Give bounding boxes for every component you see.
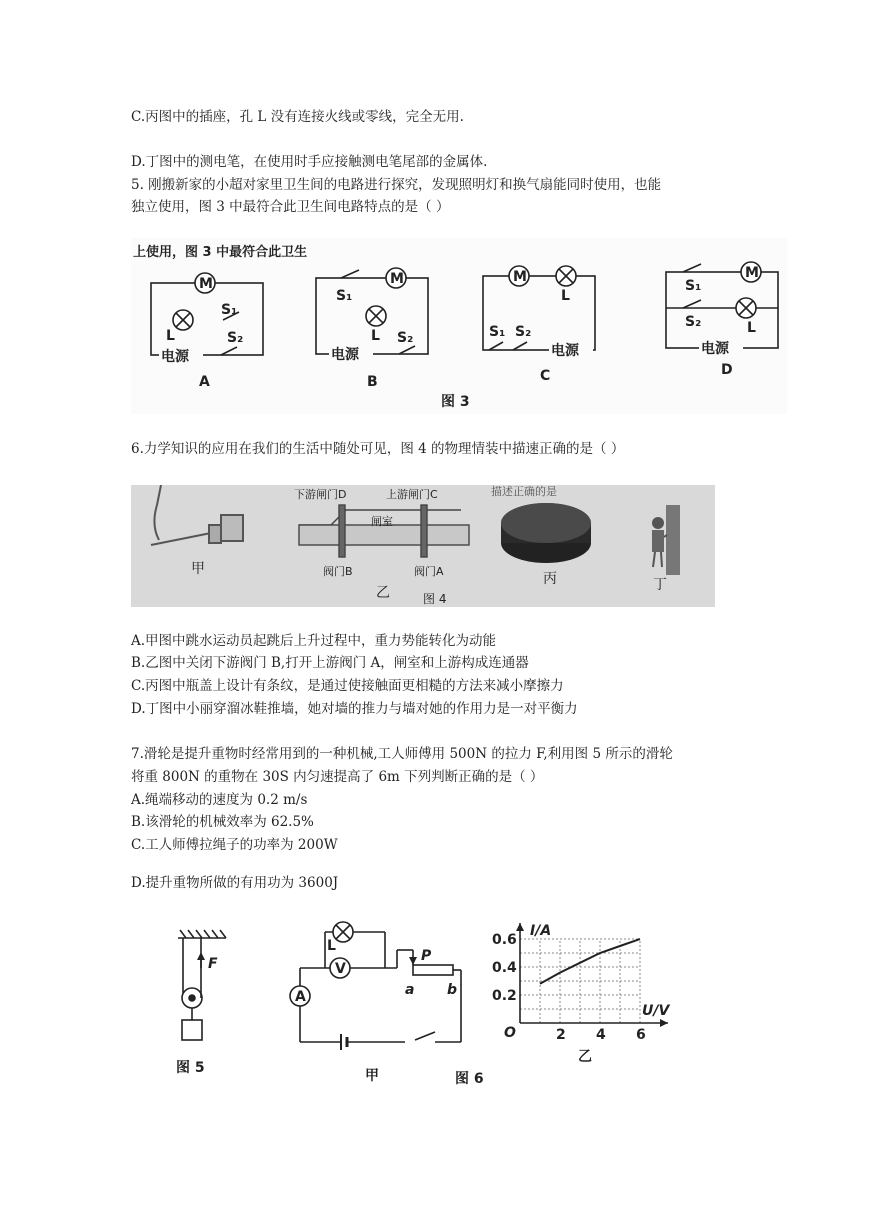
fig3-c-lamp: L (561, 288, 570, 304)
fig4-label-bing: 丙 (543, 571, 557, 587)
fig4-caption: 图 4 (423, 592, 447, 606)
figure-3-circuits (131, 238, 787, 414)
fig4-upstream-gate: 上游闸门C (386, 488, 438, 501)
fig4-valve-a: 阀门A (414, 565, 444, 578)
q6-option-a: A.甲图中跳水运动员起跳后上升过程中，重力势能转化为动能 (131, 633, 497, 649)
fig3-b-s1: S₁ (336, 288, 353, 304)
q7-option-b: B.该滑轮的机械效率为 62.5% (131, 814, 314, 830)
figure-4 (131, 485, 715, 607)
fig3-a-s1: S₁ (221, 302, 238, 318)
iu-chart (490, 915, 690, 1065)
y-tick-label: 0.2 (492, 988, 517, 1004)
fig3-c-s1: S₁ (489, 324, 506, 340)
fig3-d-s1: S₁ (685, 278, 702, 294)
fig6-voltmeter: V (335, 961, 346, 977)
fig3-d-power: 电源 (701, 341, 729, 357)
fig3-c-motor: M (513, 269, 527, 285)
q4-option-c: C.丙图中的插座，孔 L 没有连接火线或零线，完全无用. (131, 109, 464, 125)
x-axis-arrow (660, 1019, 668, 1027)
fig4-downstream-gate: 下游闸门D (294, 488, 347, 501)
q6-option-d: D.丁图中小丽穿溜冰鞋推墙，她对墙的推力与墙对她的作用力是一对平衡力 (131, 701, 578, 717)
figure-6-circuit-svg (285, 920, 475, 1085)
x-tick-label: 2 (556, 1027, 566, 1043)
fig3-b-power: 电源 (331, 347, 359, 363)
fig3-a-motor: M (199, 276, 213, 292)
fig6-slider: P (421, 948, 432, 964)
q7-stem-line2: 将重 800N 的重物在 30S 内匀速提高了 6m 下列判断正确的是（ ） (131, 769, 544, 785)
figure-6-chart (490, 915, 690, 1065)
fig4-valve-b: 阀门B (323, 565, 353, 578)
x-tick-label: 6 (636, 1027, 646, 1043)
fig6-ammeter: A (295, 989, 306, 1005)
fig6-lamp: L (327, 938, 336, 954)
q6-stem: 6.力学知识的应用在我们的生活中随处可见，图 4 的物理情装中描速正确的是（ ） (131, 441, 625, 457)
fig5-force: F (208, 956, 218, 972)
figure-3 (131, 238, 787, 414)
fig4-top-text: 描述正确的是 (491, 485, 557, 498)
figure-5 (160, 920, 240, 1085)
q7-option-d: D.提升重物所做的有用功为 3600J (131, 875, 339, 891)
fig3-b-lamp: L (371, 328, 380, 344)
fig3-b-s2: S₂ (397, 330, 414, 346)
y-tick-label: 0.4 (492, 960, 517, 976)
fig3-b-motor: M (390, 271, 404, 287)
y-axis-label: I/A (530, 923, 552, 939)
fig4-label-jia: 甲 (191, 561, 205, 577)
fig3-caption: 图 3 (441, 394, 470, 410)
figure-6-circuit (285, 920, 475, 1085)
q6-option-c: C.丙图中瓶盖上设计有条纹，是通过使接触面更相糙的方法来减小摩擦力 (131, 678, 564, 694)
q5-stem-line1: 5. 刚搬新家的小超对家里卫生间的电路进行探究，发现照明灯和换气扇能同时使用，也能 (131, 177, 662, 193)
fig5-caption: 图 5 (176, 1060, 205, 1076)
fig3-a-lamp: L (166, 328, 175, 344)
fig6-end-a: a (405, 982, 415, 998)
fig4-chamber: 闸室 (371, 515, 393, 528)
fig3-a-power: 电源 (161, 349, 189, 365)
figure-5-pulley (160, 920, 240, 1085)
q7-option-a: A.绳端移动的速度为 0.2 m/s (131, 792, 308, 808)
fig3-d-lamp: L (747, 320, 756, 336)
fig3-d-motor: M (745, 265, 759, 281)
q4-option-d: D.丁图中的测电笔，在使用时手应接触测电笔尾部的金属体. (131, 154, 488, 170)
fig3-top-text: 上使用，图 3 中最符合此卫生 (133, 245, 308, 260)
fig3-c-power: 电源 (551, 343, 579, 359)
fig3-label-b: B (367, 374, 378, 390)
fig3-label-d: D (721, 362, 733, 378)
series-line (540, 939, 640, 984)
y-axis-arrow (516, 923, 524, 931)
chart-caption-yi: 乙 (578, 1049, 592, 1065)
q7-stem-line1: 7.滑轮是提升重物时经常用到的一种机械,工人师傅用 500N 的拉力 F,利用图 5 所示的滑轮 (131, 746, 673, 762)
q7-option-c: C.工人师傅拉绳子的功率为 200W (131, 837, 338, 853)
fig6-end-b: b (447, 982, 458, 998)
figure-4-scenes (131, 485, 715, 607)
fig3-label-c: C (540, 368, 551, 384)
fig3-c-s2: S₂ (515, 324, 532, 340)
chart-grid (520, 939, 640, 1023)
q5-stem-line2: 独立使用，图 3 中最符合此卫生间电路特点的是（ ） (131, 199, 450, 215)
origin-label: O (504, 1025, 516, 1041)
fig6-caption: 图 6 (455, 1071, 484, 1087)
x-tick-label: 4 (596, 1027, 606, 1043)
q6-option-b: B.乙图中关闭下游阀门 B,打开上游阀门 A，闸室和上游构成连通器 (131, 655, 529, 671)
fig4-label-yi: 乙 (376, 585, 390, 601)
fig3-a-s2: S₂ (227, 330, 244, 346)
x-axis-label: U/V (642, 1003, 670, 1019)
fig4-label-ding: 丁 (653, 577, 667, 593)
fig3-label-a: A (199, 374, 210, 390)
fig3-d-s2: S₂ (685, 314, 702, 330)
y-tick-label: 0.6 (492, 932, 517, 948)
fig6-jia: 甲 (365, 1068, 379, 1084)
